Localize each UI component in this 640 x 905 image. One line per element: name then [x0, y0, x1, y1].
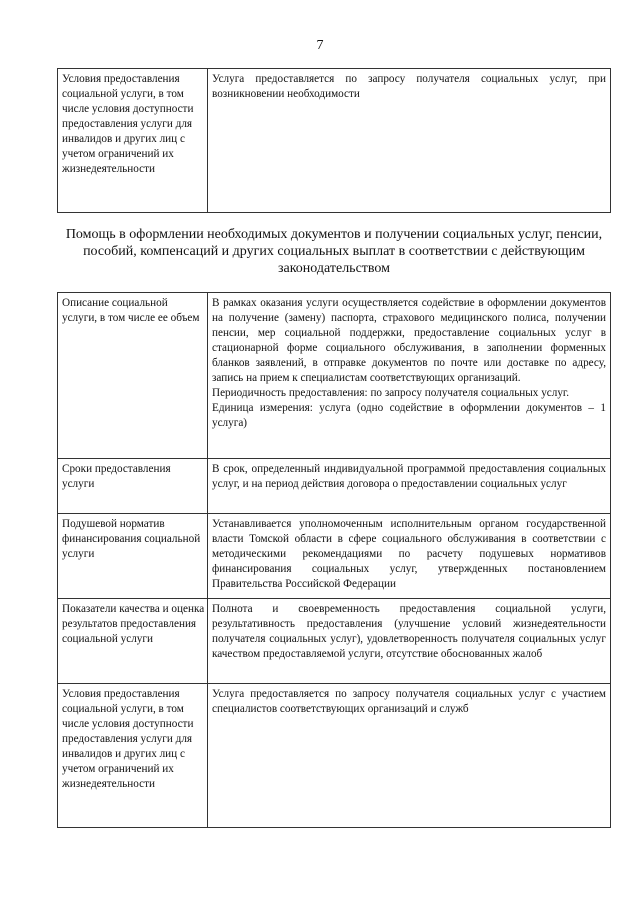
row-value: Устанавливается уполномоченным исполнительным органом государственной власти Томской области в сфере социального обслуживания в соответствии с методическими рекомендациями по расчету подушевых нормативов финансирования социальных услуг, утвержденных постановлением Правительства Российской Федерации — [208, 514, 611, 599]
row-label: Показатели качества и оценка результатов предоставления социальной услуги — [58, 599, 208, 684]
table-row — [58, 69, 611, 213]
periodicity-paragraph: Периодичность предоставления: по запросу получателя социальных услуг. — [212, 387, 570, 399]
table-row-conditions — [58, 684, 611, 828]
table-row-description — [58, 293, 611, 459]
page-number: 7 — [316, 38, 324, 53]
row-label: Сроки предоставления услуги — [58, 459, 208, 514]
conditions-table-previous-service — [57, 68, 611, 213]
row-value: Услуга предоставляется по запросу получателя социальных услуг, при возникновении необходимости — [208, 69, 611, 213]
service-description-table — [57, 292, 611, 828]
table-row-quality — [58, 599, 611, 684]
row-value — [208, 293, 611, 459]
table-row-terms — [58, 459, 611, 514]
section-title: Помощь в оформлении необходимых документов и получении социальных услуг, пенсии, пособий, компенсаций и других социальных выплат в соответствии с действующим законодательством — [65, 227, 603, 276]
row-value: Полнота и своевременность предоставления социальной услуги, результативность предоставления (улучшение условий жизнедеятельности получателя социальных услуг), удовлетворенность получателя социальных услуг качеством предоставляемой услуги, отсутствие обоснованных жалоб — [208, 599, 611, 684]
row-label: Подушевой норматив финансирования социальной услуги — [58, 514, 208, 599]
row-value: Услуга предоставляется по запросу получателя социальных услуг с участием специалистов соответствующих организаций и служб — [208, 684, 611, 828]
table-row-financing — [58, 514, 611, 599]
description-paragraph: В рамках оказания услуги осуществляется содействие в оформлении документов на получение (замену) паспорта, страхового медицинского полиса, получении пенсии, мер социальной поддержки, предоставление социальных услуг в стационарной форме социального обслуживания, в заполнении форменных бланков заявлений, в отправке документов по почте или доставке по адресу, запись на прием к специалистам соответствующих организаций. — [212, 297, 606, 384]
row-label: Условия предоставления социальной услуги, в том числе условия доступности предоставления услуги для инвалидов и других лиц с учетом ограничений их жизнедеятельности — [58, 69, 208, 213]
row-label: Условия предоставления социальной услуги, в том числе условия доступности предоставления услуги для инвалидов и других лиц с учетом ограничений их жизнедеятельности — [58, 684, 208, 828]
unit-paragraph: Единица измерения: услуга (одно содействие в оформлении документов – 1 услуга) — [212, 402, 606, 429]
row-label: Описание социальной услуги, в том числе ее объем — [58, 293, 208, 459]
row-value: В срок, определенный индивидуальной программой предоставления социальных услуг, и на период действия договора о предоставлении социальных услуг — [208, 459, 611, 514]
